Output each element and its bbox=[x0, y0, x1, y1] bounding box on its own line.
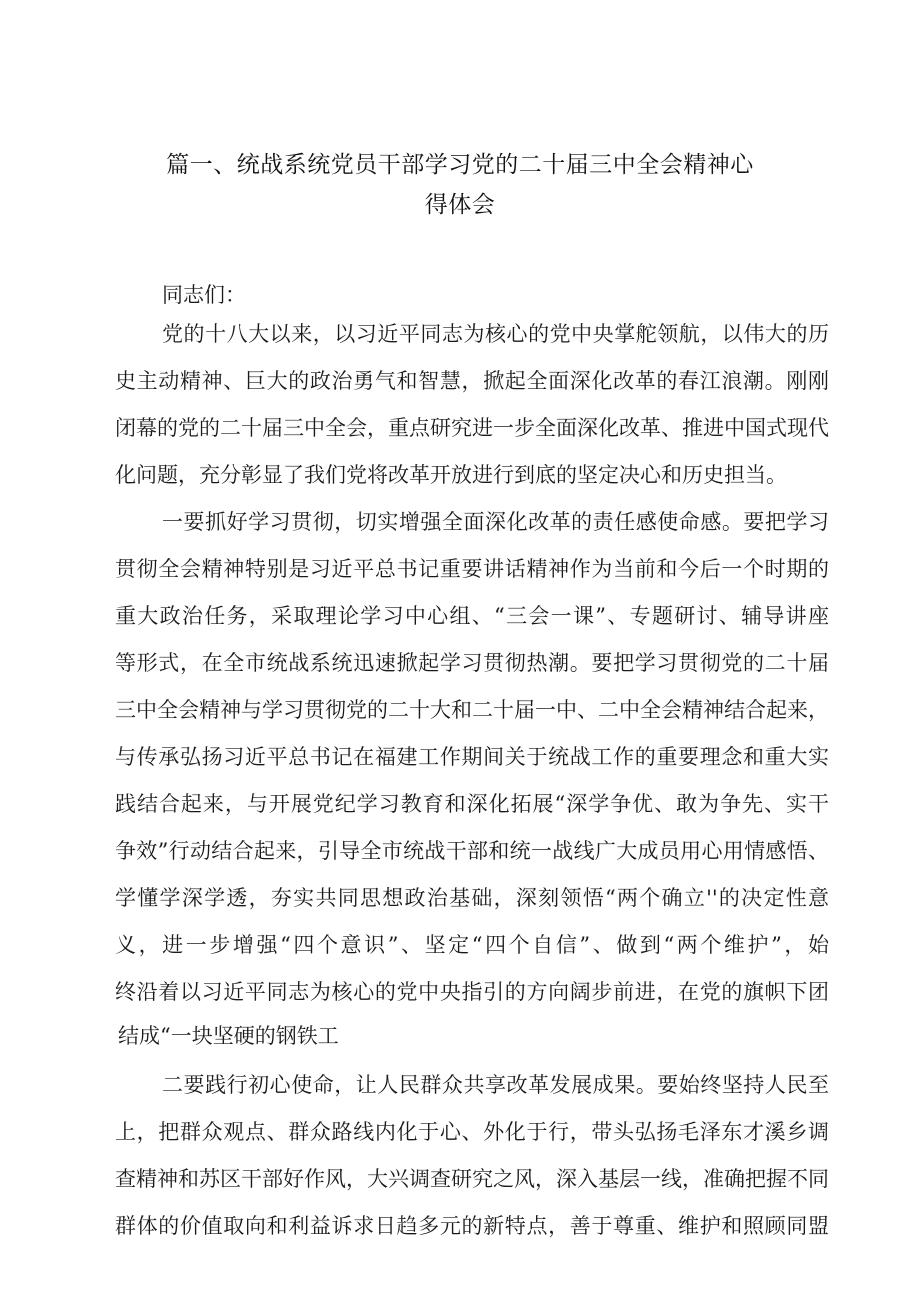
paragraph-2-line-12: 结成“一块坚硬的钢铁工 bbox=[118, 1024, 339, 1048]
paragraph-3-line-2: 上，把群众观点、群众路线内化于心、外化于行，带头弘扬毛泽东才溪乡调 bbox=[115, 1120, 829, 1144]
paragraph-2-line-11: 终沿着以习近平同志为核心的党中央指引的方向阔步前进，在党的旗帜下团 bbox=[115, 980, 829, 1004]
paragraph-1-line-4: 化问题，充分彰显了我们党将改革开放进行到底的坚定决心和历史担当。 bbox=[115, 463, 787, 487]
paragraph-2-line-2: 贯彻全会精神特别是习近平总书记重要讲话精神作为当前和今后一个时期的 bbox=[115, 557, 829, 581]
paragraph-2-line-6: 与传承弘扬习近平总书记在福建工作期间关于统战工作的重要理念和重大实 bbox=[115, 745, 829, 769]
paragraph-2-line-1: 一要抓好学习贯彻，切实增强全面深化改革的责任感使命感。要把学习 bbox=[162, 510, 829, 534]
paragraph-1-line-3: 闭幕的党的二十届三中全会，重点研究进一步全面深化改革、推进中国式现代 bbox=[115, 416, 829, 440]
paragraph-2-line-10: 义，进一步增强“四个意识”、坚定“四个自信”、做到“两个维护”，始 bbox=[115, 933, 829, 957]
paragraph-2-line-9: 学懂学深学透，夯实共同思想政治基础，深刻领悟“两个确立''的决定性意 bbox=[115, 886, 829, 910]
paragraph-2-line-4: 等形式，在全市统战系统迅速掀起学习贯彻热潮。要把学习贯彻党的二十届 bbox=[115, 651, 829, 675]
document-title-line-1: 篇一、统战系统党员干部学习党的二十届三中全会精神心 bbox=[166, 152, 754, 178]
salutation: 同志们： bbox=[162, 283, 246, 307]
paragraph-2-line-3: 重大政治任务，采取理论学习中心组、“三会一课”、专题研讨、辅导讲座 bbox=[115, 604, 829, 628]
paragraph-3-line-4: 群体的价值取向和利益诉求日趋多元的新特点，善于尊重、维护和照顾同盟 bbox=[115, 1214, 829, 1238]
paragraph-3-line-1: 二要践行初心使命，让人民群众共享改革发展成果。要始终坚持人民至 bbox=[162, 1073, 829, 1097]
paragraph-3-line-3: 查精神和苏区干部好作风，大兴调查研究之风，深入基层一线，准确把握不同 bbox=[115, 1167, 829, 1191]
paragraph-2-line-5: 三中全会精神与学习贯彻党的二十大和二十届一中、二中全会精神结合起来， bbox=[115, 698, 829, 722]
document-title-line-2: 得体会 bbox=[424, 192, 496, 218]
paragraph-2-line-7: 践结合起来，与开展党纪学习教育和深化拓展“深学争优、敢为争先、实干 bbox=[115, 792, 829, 816]
paragraph-2-line-8: 争效”行动结合起来，引导全市统战干部和统一战线广大成员用心用情感悟、 bbox=[115, 839, 829, 863]
paragraph-1-line-2: 史主动精神、巨大的政治勇气和智慧，掀起全面深化改革的春江浪潮。刚刚 bbox=[115, 369, 829, 393]
paragraph-1-line-1: 党的十八大以来，以习近平同志为核心的党中央掌舵领航，以伟大的历 bbox=[162, 322, 829, 346]
